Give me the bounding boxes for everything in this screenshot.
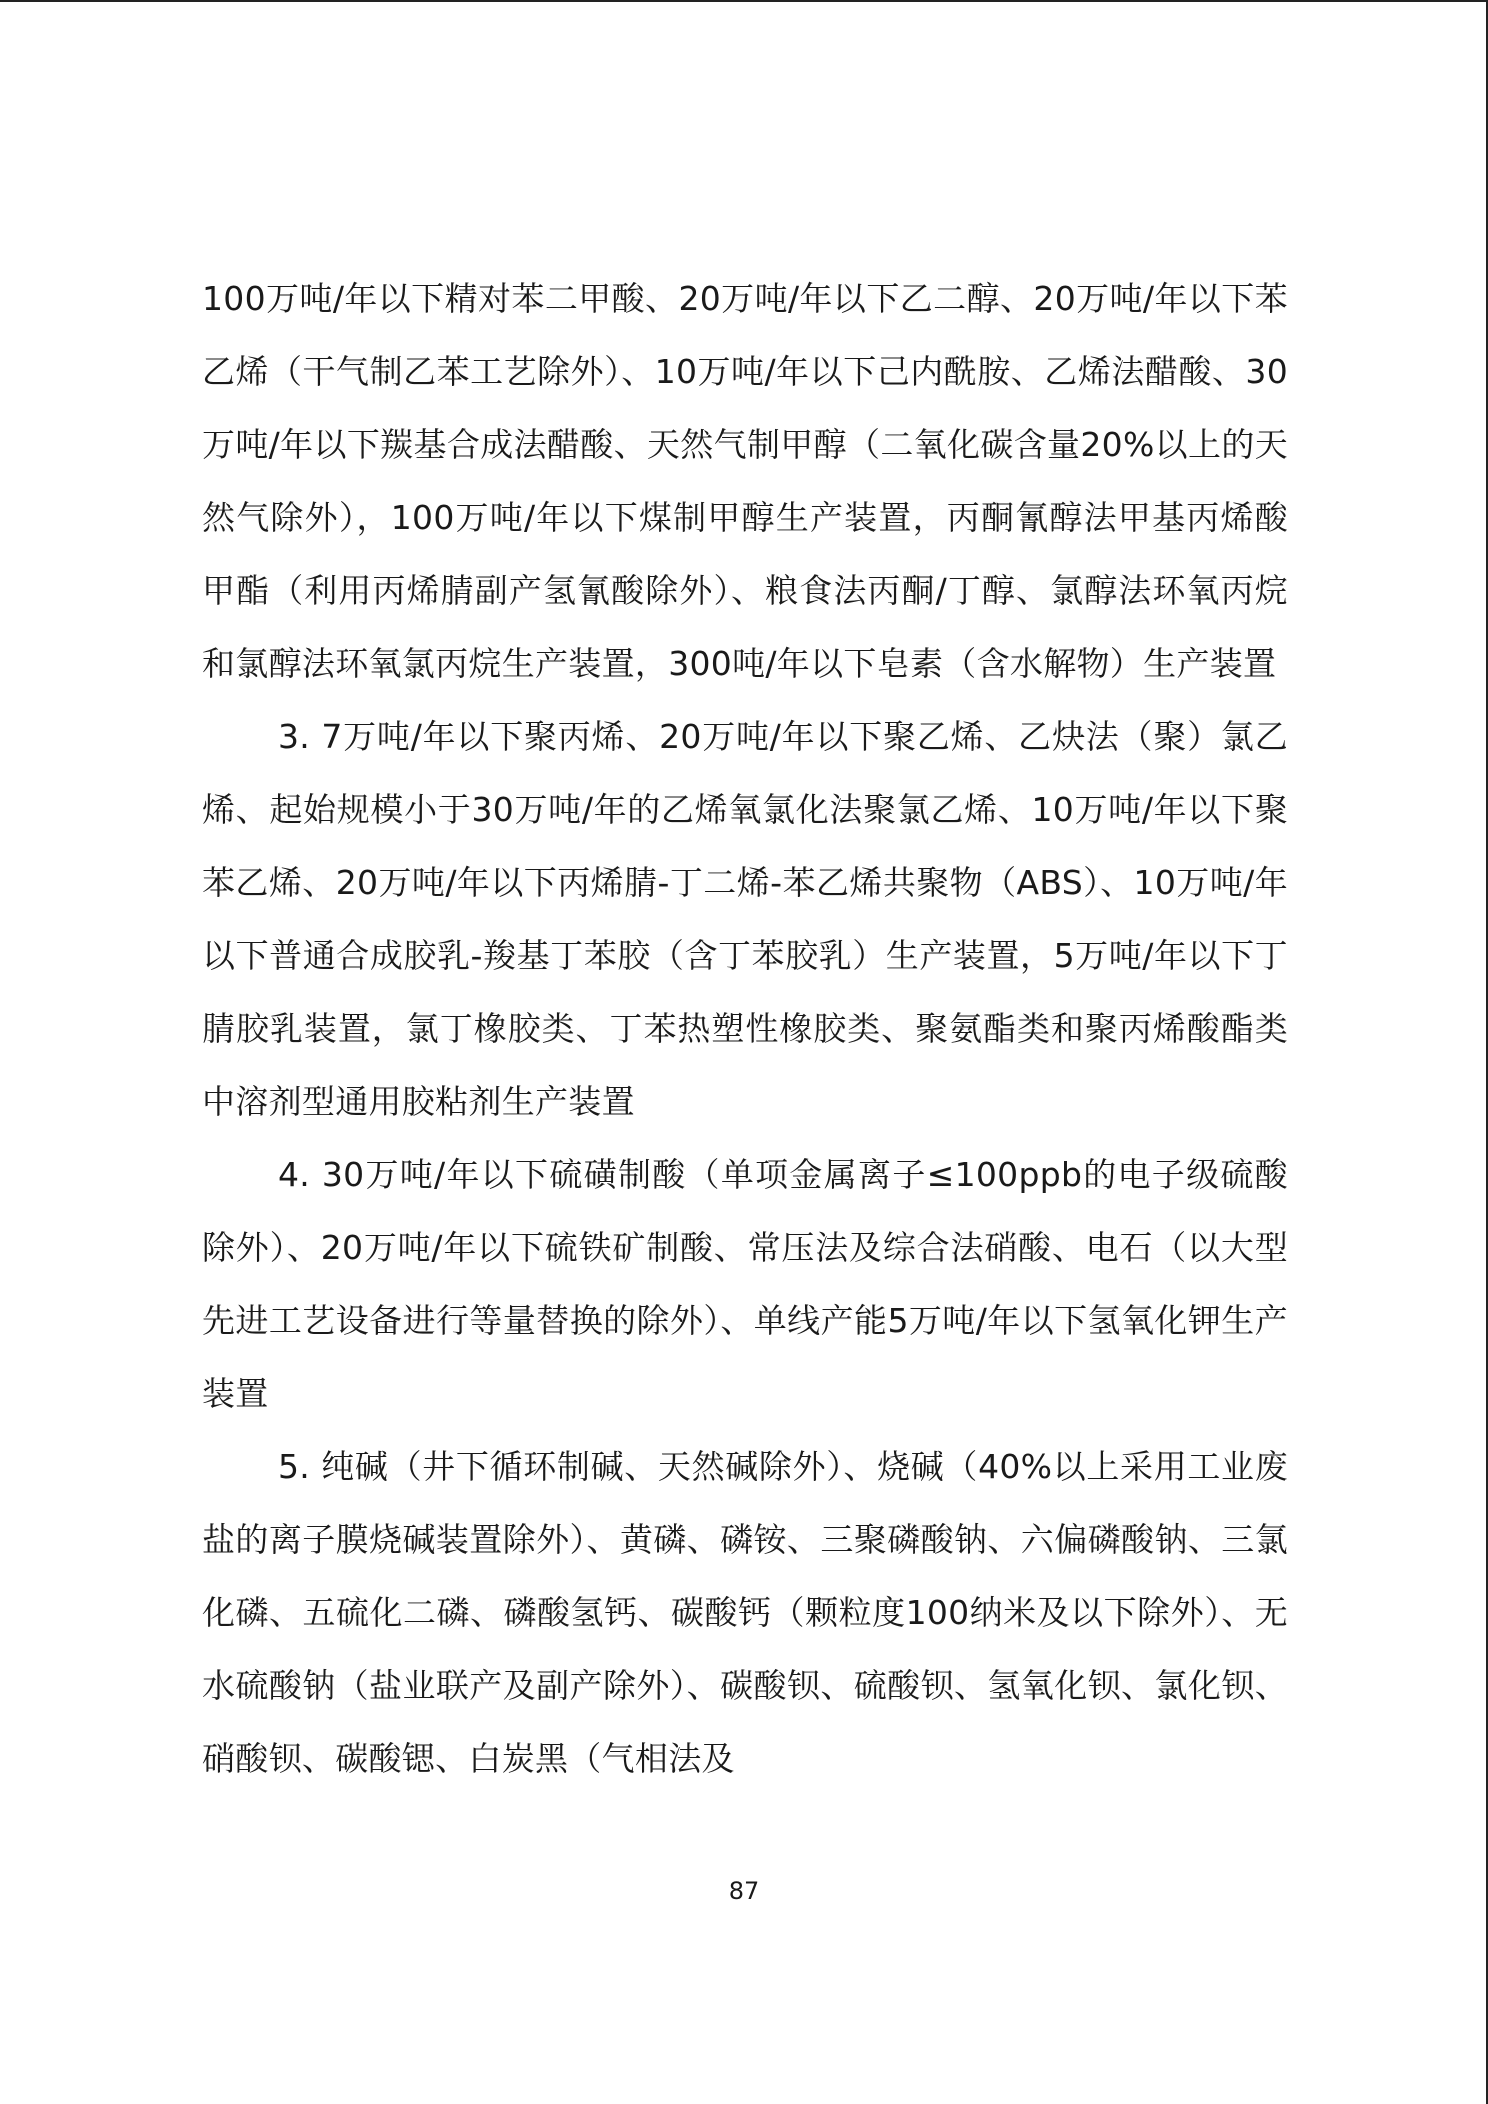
- paragraph-continuation: 100万吨/年以下精对苯二甲酸、20万吨/年以下乙二醇、20万吨/年以下苯乙烯（干气制乙苯工艺除外）、10万吨/年以下己内酰胺、乙烯法醋酸、30万吨/年以下羰基合成法醋酸、天然气制甲醇（二氧化碳含量20%以上的天然气除外），100万吨/年以下煤制甲醇生产装置，丙酮氰醇法甲基丙烯酸甲酯（利用丙烯腈副产氢氰酸除外）、粮食法丙酮/丁醇、氯醇法环氧丙烷和氯醇法环氧氯丙烷生产装置，300吨/年以下皂素（含水解物）生产装置: [202, 279, 1288, 683]
- paragraph-item-4: 4. 30万吨/年以下硫磺制酸（单项金属离子≤100ppb的电子级硫酸除外）、20万吨/年以下硫铁矿制酸、常压法及综合法硝酸、电石（以大型先进工艺设备进行等量替换的除外）、单线产能5万吨/年以下氢氧化钾生产装置: [202, 1155, 1288, 1413]
- page-top-border: [0, 0, 1488, 2]
- page-number: 87: [728, 1877, 760, 1905]
- paragraph-item-3: 3. 7万吨/年以下聚丙烯、20万吨/年以下聚乙烯、乙炔法（聚）氯乙烯、起始规模小于30万吨/年的乙烯氧氯化法聚氯乙烯、10万吨/年以下聚苯乙烯、20万吨/年以下丙烯腈-丁二烯-苯乙烯共聚物（ABS）、10万吨/年以下普通合成胶乳-羧基丁苯胶（含丁苯胶乳）生产装置，5万吨/年以下丁腈胶乳装置，氯丁橡胶类、丁苯热塑性橡胶类、聚氨酯类和聚丙烯酸酯类中溶剂型通用胶粘剂生产装置: [202, 717, 1288, 1121]
- paragraph-item-5: 5. 纯碱（井下循环制碱、天然碱除外）、烧碱（40%以上采用工业废盐的离子膜烧碱装置除外）、黄磷、磷铵、三聚磷酸钠、六偏磷酸钠、三氯化磷、五硫化二磷、磷酸氢钙、碳酸钙（颗粒度100纳米及以下除外）、无水硫酸钠（盐业联产及副产除外）、碳酸钡、硫酸钡、氢氧化钡、氯化钡、硝酸钡、碳酸锶、白炭黑（气相法及: [202, 1447, 1288, 1778]
- page-body: [202, 262, 1288, 1795]
